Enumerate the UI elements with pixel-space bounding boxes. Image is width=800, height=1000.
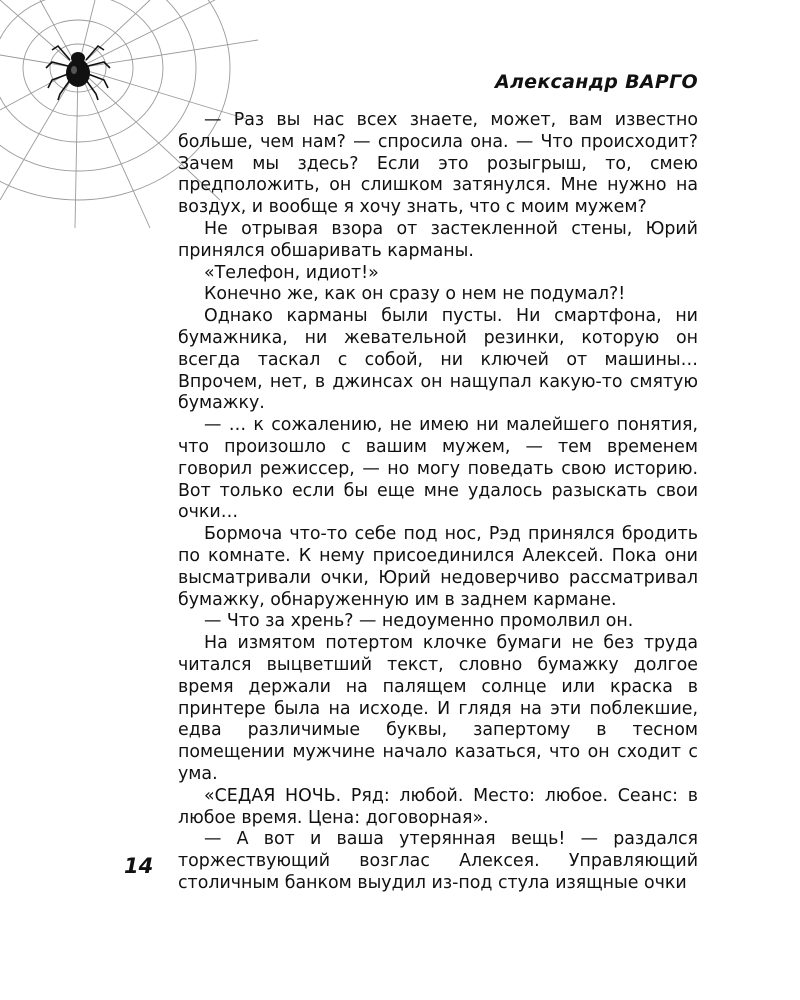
paragraph: — Раз вы нас всех знаете, может, вам известно больше, чем нам? — спросила она. — Что происходит? Зачем мы здесь? Если это розыгрыш, то, смею предположить, он слишком затянулся. Мне нужно на воздух, и вообще я хочу знать, что с моим мужем? xyxy=(178,110,698,218)
paragraph: «СЕДАЯ НОЧЬ. Ряд: любой. Место: любое. Сеанс: в любое время. Цена: договорная». xyxy=(178,785,698,828)
paragraph: «Телефон, идиот!» xyxy=(204,262,379,283)
paragraph: Не отрывая взора от застекленной стены, Юрий принялся обшаривать карманы. xyxy=(178,218,698,261)
paragraph: На измятом потертом клочке бумаги не без труда читался выцветший текст, словно бумажку долгое время держали на палящем солнце или краска в принтере была на исходе. И глядя на эти поблекшие, едва различимые буквы, запертому в тесном помещении мужчине начало казаться, что он сходит с ума. xyxy=(178,633,698,784)
body-text xyxy=(178,110,698,895)
paragraph: — … к сожалению, не имею ни малейшего понятия, что произошло с вашим мужем, — тем временем говорил режиссер, — но могу поведать свою историю. Вот только если бы еще мне удалось разыскать свои очки… xyxy=(178,415,698,523)
running-head-author: Александр ВАРГО xyxy=(494,71,698,93)
paragraph: Однако карманы были пусты. Ни смартфона, ни бумажника, ни жевательной резинки, которую он всегда таскал с собой, ни ключей от машины… Впрочем, нет, в джинсах он нащупал какую-то смятую бумажку. xyxy=(178,306,698,414)
page-number: 14 xyxy=(124,854,154,878)
paragraph: Конечно же, как он сразу о нем не подумал?! xyxy=(204,284,626,305)
paragraph: — Что за хрень? — недоуменно промолвил он. xyxy=(204,611,634,632)
paragraph: Бормоча что-то себе под нос, Рэд принялся бродить по комнате. К нему присоединился Алексей. Пока они высматривали очки, Юрий недоверчиво рассматривал бумажку, обнаруженную им в заднем кармане. xyxy=(178,524,698,610)
paragraph: — А вот и ваша утерянная вещь! — раздался торжествующий возглас Алексея. Управляющий столичным банком выудил из-под стула изящные очки xyxy=(178,829,698,893)
